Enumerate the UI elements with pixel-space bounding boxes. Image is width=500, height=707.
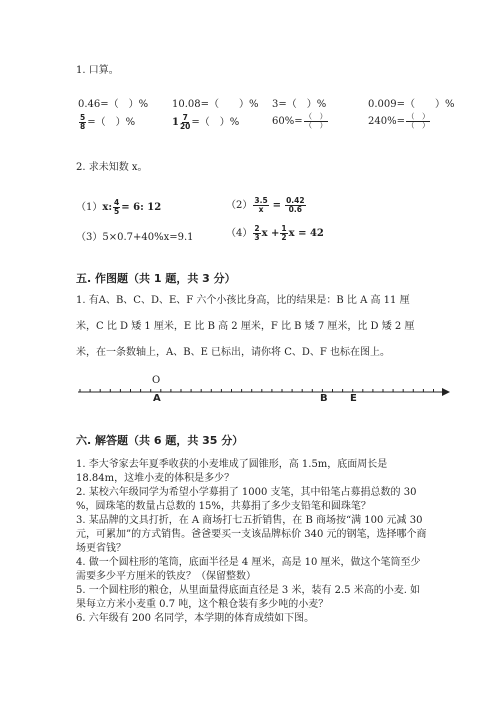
equation-rest: = 6: 12	[121, 202, 162, 213]
denominator: （ ）	[304, 121, 328, 130]
fraction	[79, 114, 86, 131]
arrow-head	[442, 388, 450, 396]
whole-part: 1	[172, 117, 179, 128]
calc-7	[272, 113, 329, 130]
equals-sign: =	[272, 200, 282, 211]
calc-4: 0.009=（ ）%	[368, 99, 455, 110]
expression-prefix: 60%=	[272, 116, 303, 127]
equation-rest: x = 42	[288, 228, 324, 239]
expression-rest: =（ ）%	[87, 117, 136, 128]
fraction	[285, 197, 306, 214]
calc-3: 3=（ ）%	[272, 99, 327, 110]
number-line	[72, 372, 452, 412]
numerator: （ ）	[304, 112, 328, 121]
equation-middle: x +	[261, 228, 280, 239]
variable: x:	[102, 202, 113, 213]
q2-heading: 2. 求未知数 x。	[76, 162, 148, 173]
label-origin: O	[152, 375, 161, 386]
calc-1: 0.46=（ ）%	[78, 99, 149, 110]
equation-3: （3）5×0.7+40%x=9.1	[76, 232, 194, 243]
label-a: A	[153, 393, 161, 404]
numerator: 5	[80, 113, 86, 122]
blank-fraction	[304, 113, 329, 130]
question-4: 4. 做一个圆柱形的笔筒，底面半径是 4 厘米，高是 10 厘米，做这个笔筒至少需要多少平方厘米的铁皮？（保留整数）	[76, 557, 421, 582]
denominator: x	[258, 205, 264, 214]
equation-4	[226, 224, 324, 242]
section-6-title: 六. 解答题（共 6 题，共 35 分）	[76, 434, 244, 447]
denominator: （ ）	[406, 121, 430, 130]
expression-rest: =（ ）%	[191, 117, 240, 128]
equation-2	[226, 196, 307, 214]
calc-6	[172, 113, 239, 131]
question-2: 2. 某校六年级同学为希望小学募捐了 1000 支笔，其中铅笔占募捐总数的 30 %，圆珠笔的数量占总数的 15%，共募捐了多少支铅笔和圆珠笔？	[76, 487, 417, 512]
denominator: 8	[80, 122, 86, 131]
label-b: B	[320, 393, 328, 404]
numerator: 7	[182, 113, 188, 122]
equation-label: （4）	[226, 228, 253, 239]
denominator: 2	[281, 233, 287, 242]
expression-prefix: 240%=	[368, 116, 405, 127]
denominator: 20	[179, 122, 191, 131]
equation-label: （2）	[226, 200, 253, 211]
denominator: 0.6	[288, 205, 302, 214]
q1-heading: 1. 口算。	[76, 65, 119, 76]
calc-5	[78, 113, 135, 131]
section-5-title: 五. 作图题（共 1 题，共 3 分）	[76, 272, 236, 285]
fraction	[253, 225, 260, 242]
numerator: 4	[114, 198, 120, 207]
numerator: （ ）	[406, 112, 430, 121]
calc-2: 10.08=（ ）%	[172, 99, 259, 110]
numerator: 1	[281, 224, 287, 233]
question-1: 1. 李大爷家去年夏季收获的小麦堆成了圆锥形，高 1.5m，底面周长是 18.84m，这堆小麦的体积是多少？	[76, 459, 388, 484]
calc-8	[368, 113, 431, 130]
fraction	[113, 199, 120, 216]
question-3: 3. 某品牌的文具打折，在 A 商场打七五折销售，在 B 商场按“满 100 元减 30 元，可累加”的方式销售。爸爸要买一支该品牌标价 340 元的钢笔，选择哪个商场更省钱？	[76, 515, 427, 554]
question-5: 5. 一个圆柱形的粮仓，从里面量得底面直径是 3 米，装有 2.5 米高的小麦. 如果每立方米小麦重 0.7 吨，这个粮仓装有多少吨的小麦？	[76, 585, 421, 610]
denominator: 3	[254, 233, 260, 242]
fraction	[280, 225, 287, 242]
question-6: 6. 六年级有 200 名同学，本学期的体育成绩如下图。	[76, 613, 315, 624]
numerator: 2	[254, 224, 260, 233]
drawing-question-text: 1. 有A、B、C、D、E、F 六个小孩比身高，比的结果是：B 比 A 高 11 厘米，C 比 D 矮 1 厘米，E 比 B 高 2 厘米，F 比 B 矮 7 厘米，比 D 矮 2 厘米，在一条数轴上，A、B、E 已标出，请你将 C、D、F 也标在图上。	[76, 295, 415, 358]
label-e: E	[350, 393, 357, 404]
equation-1	[76, 198, 161, 216]
numerator: 0.42	[286, 196, 305, 205]
numerator: 3.5	[254, 196, 268, 205]
equation-label: （1）	[76, 202, 103, 213]
denominator: 5	[114, 207, 120, 216]
blank-fraction	[406, 113, 431, 130]
fraction	[180, 114, 190, 131]
fraction	[253, 197, 268, 214]
